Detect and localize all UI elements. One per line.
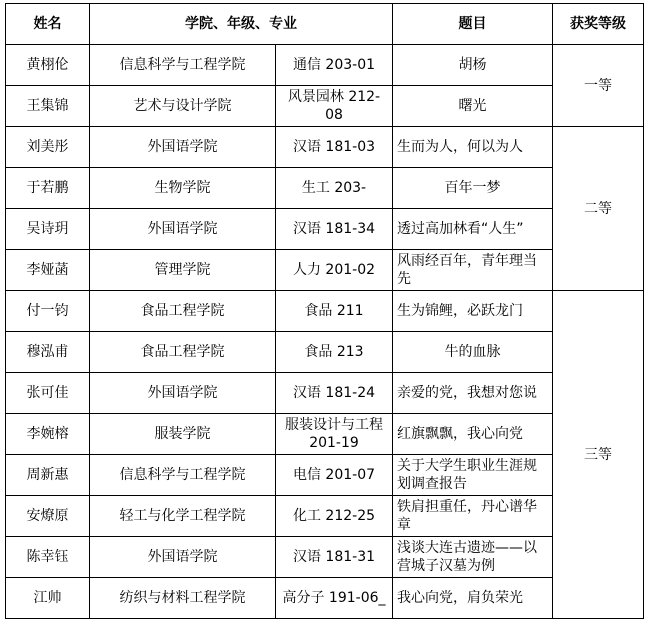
cell-major: 汉语 181-03 (276, 127, 393, 168)
cell-college: 食品工程学院 (90, 332, 276, 373)
header-award: 获奖等级 (553, 4, 644, 45)
cell-title: 亲爱的党，我想对您说 (393, 373, 553, 414)
cell-name: 王集锦 (6, 86, 90, 127)
cell-major: 高分子 191-06_ (276, 578, 393, 619)
header-name: 姓名 (6, 4, 90, 45)
cell-award-first: 一等 (553, 45, 644, 127)
cell-name: 李娅菡 (6, 250, 90, 291)
cell-college: 食品工程学院 (90, 291, 276, 332)
cell-name: 穆泓甫 (6, 332, 90, 373)
cell-college: 外国语学院 (90, 127, 276, 168)
cell-name: 安燎原 (6, 496, 90, 537)
cell-college: 艺术与设计学院 (90, 86, 276, 127)
table-row (6, 537, 644, 578)
cell-major: 食品 213 (276, 332, 393, 373)
cell-name: 周新惠 (6, 455, 90, 496)
table-row (6, 250, 644, 291)
cell-college: 外国语学院 (90, 209, 276, 250)
cell-title: 百年一梦 (393, 168, 553, 209)
table-row (6, 45, 644, 86)
cell-major: 化工 212-25 (276, 496, 393, 537)
cell-major: 生工 203- (276, 168, 393, 209)
cell-college: 信息科学与工程学院 (90, 455, 276, 496)
cell-title: 透过高加林看“人生” (393, 209, 553, 250)
cell-title: 关于大学生职业生涯规划调查报告 (393, 455, 553, 496)
cell-award-third: 三等 (553, 291, 644, 619)
cell-award-second: 二等 (553, 127, 644, 291)
cell-name: 黄栩伦 (6, 45, 90, 86)
table-row (6, 127, 644, 168)
table-row (6, 168, 644, 209)
cell-college: 外国语学院 (90, 537, 276, 578)
cell-major: 服装设计与工程 201-19 (276, 414, 393, 455)
cell-title: 曙光 (393, 86, 553, 127)
header-college: 学院、年级、专业 (90, 4, 393, 45)
cell-college: 纺织与材料工程学院 (90, 578, 276, 619)
table-row (6, 86, 644, 127)
cell-title: 生而为人，何以为人 (393, 127, 553, 168)
cell-name: 于若鹏 (6, 168, 90, 209)
cell-title: 红旗飘飘，我心向党 (393, 414, 553, 455)
cell-name: 李婉榕 (6, 414, 90, 455)
cell-name: 江帅 (6, 578, 90, 619)
cell-title: 铁肩担重任，丹心谱华章 (393, 496, 553, 537)
cell-major: 通信 203-01 (276, 45, 393, 86)
table-row (6, 578, 644, 619)
cell-name: 付一钧 (6, 291, 90, 332)
cell-title: 胡杨 (393, 45, 553, 86)
cell-name: 吴诗玥 (6, 209, 90, 250)
cell-college: 轻工与化学工程学院 (90, 496, 276, 537)
cell-major: 汉语 181-34 (276, 209, 393, 250)
cell-name: 张可佳 (6, 373, 90, 414)
table-row (6, 373, 644, 414)
cell-major: 汉语 181-31 (276, 537, 393, 578)
table-row (6, 496, 644, 537)
cell-title: 浅谈大连古遗迹——以营城子汉墓为例 (393, 537, 553, 578)
cell-college: 服装学院 (90, 414, 276, 455)
award-table (5, 3, 644, 619)
cell-name: 陈幸钰 (6, 537, 90, 578)
cell-college: 管理学院 (90, 250, 276, 291)
cell-major: 汉语 181-24 (276, 373, 393, 414)
table-row (6, 209, 644, 250)
cell-name: 刘美彤 (6, 127, 90, 168)
cell-title: 牛的血脉 (393, 332, 553, 373)
table-row (6, 332, 644, 373)
cell-major: 风景园林 212-08 (276, 86, 393, 127)
cell-major: 电信 201-07 (276, 455, 393, 496)
cell-major: 人力 201-02 (276, 250, 393, 291)
cell-title: 风雨经百年，青年理当先 (393, 250, 553, 291)
cell-title: 生为锦鲤，必跃龙门 (393, 291, 553, 332)
cell-college: 外国语学院 (90, 373, 276, 414)
cell-major: 食品 211 (276, 291, 393, 332)
table-row (6, 414, 644, 455)
cell-title: 我心向党，肩负荣光 (393, 578, 553, 619)
table-row (6, 291, 644, 332)
cell-college: 生物学院 (90, 168, 276, 209)
cell-college: 信息科学与工程学院 (90, 45, 276, 86)
header-title: 题目 (393, 4, 553, 45)
header-row (6, 4, 644, 45)
table-row (6, 455, 644, 496)
